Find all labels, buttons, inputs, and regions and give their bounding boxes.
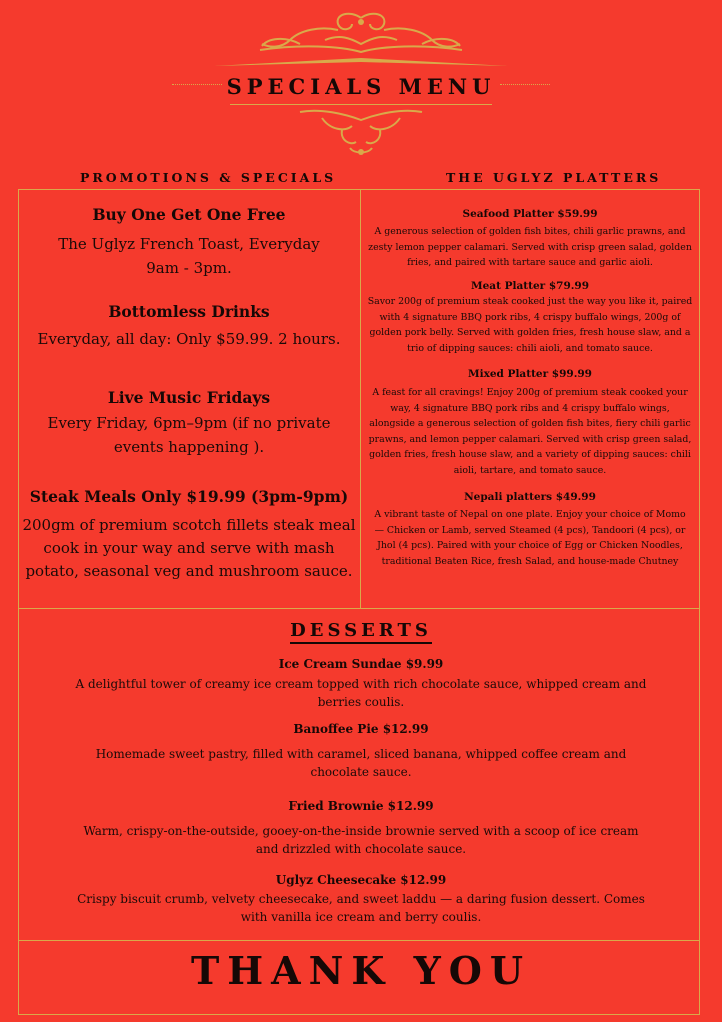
promo-item [20, 302, 358, 351]
platter-text: fries, and paired with tartare sauce and garlic aioli. [407, 257, 653, 269]
dessert-title: Fried Brownie $12.99 [288, 799, 434, 813]
platter-title: Mixed Platter $99.99 [468, 368, 592, 380]
promo-item [20, 388, 358, 459]
dessert-item [60, 657, 662, 711]
platters-heading: THE UGLYZ PLATTERS [446, 170, 662, 185]
dessert-title: Banoffee Pie $12.99 [293, 722, 429, 736]
footer-divider [18, 940, 700, 941]
promo-text: 9am - 3pm. [146, 259, 232, 277]
page-title: SPECIALS MENU [226, 74, 496, 99]
platter-item [364, 491, 696, 569]
platter-item [364, 368, 696, 479]
desserts-heading-text: DESSERTS [290, 620, 432, 644]
promo-text: Everyday, all day: Only $59.99. 2 hours. [37, 330, 341, 348]
platter-text: way, 4 signature BBQ pork ribs and 4 crispy buffalo wings, [390, 402, 670, 414]
dessert-item [60, 722, 662, 781]
platter-text: traditional Beaten Rice, fresh Salad, and house-made Chutney [381, 555, 679, 567]
platter-text: A vibrant taste of Nepal on one plate. Enjoy your choice of Momo [374, 509, 686, 520]
promo-text: Every Friday, 6pm–9pm (if no private [47, 414, 331, 432]
dessert-text: Warm, crispy-on-the-outside, gooey-on-the-inside brownie served with a scoop of ice cream [83, 824, 639, 838]
promo-title: Bottomless Drinks [108, 302, 270, 321]
promo-text: The Uglyz French Toast, Everyday [58, 235, 320, 253]
title-right-dotted-line [500, 84, 550, 85]
platter-text: golden pork belly. Served with golden fries, fresh house slaw, and a [369, 327, 691, 339]
platter-text: trio of dipping sauces: chili aioli, and tomato sauce. [407, 342, 653, 354]
promo-title: Live Music Fridays [107, 388, 271, 407]
dessert-text: chocolate sauce. [310, 765, 412, 779]
dessert-text: A delightful tower of creamy ice cream topped with rich chocolate sauce, whipped cream and [75, 677, 647, 691]
promo-text: potato, seasonal veg and mushroom sauce. [25, 562, 353, 580]
promo-item [20, 487, 358, 583]
platter-text: prawns, and lemon pepper calamari. Served with crisp green salad, [368, 433, 692, 445]
dessert-text: and drizzled with chocolate sauce. [255, 842, 467, 856]
promo-text: 200gm of premium scotch fillets steak meal [22, 516, 356, 534]
promo-text: cook in your way and serve with mash [43, 539, 335, 557]
promo-text: events happening ). [113, 438, 265, 456]
dessert-item [60, 799, 662, 858]
column-divider [360, 189, 361, 609]
desserts-heading [0, 620, 722, 641]
promo-title: Buy One Get One Free [92, 205, 286, 224]
dessert-text: with vanilla ice cream and berry coulis. [240, 910, 482, 924]
dessert-text: Homemade sweet pastry, filled with caramel, sliced banana, whipped coffee cream and [95, 747, 627, 761]
bottom-flourish-ornament [0, 104, 722, 164]
promotions-heading: PROMOTIONS & SPECIALS [80, 170, 337, 185]
platter-item [364, 208, 696, 271]
platter-title: Seafood Platter $59.99 [462, 208, 598, 220]
platter-text: Savor 200g of premium steak cooked just the way you like it, paired [367, 296, 693, 307]
dessert-title: Ice Cream Sundae $9.99 [278, 657, 444, 671]
platter-text: A feast for all cravings! Enjoy 200g of premium steak cooked your [372, 387, 688, 398]
platter-text: zesty lemon pepper calamari. Served with crisp green salad, golden [368, 241, 692, 253]
desserts-divider [18, 608, 700, 609]
platter-text: aioli, tartare, and tomato sauce. [453, 464, 607, 476]
platter-text: Jhol (4 pcs). Paired with your choice of Egg or Chicken Noodles, [377, 540, 683, 552]
promo-title: Steak Meals Only $19.99 (3pm-9pm) [29, 487, 349, 506]
platter-text: with 4 signature BBQ pork ribs, 4 crispy buffalo wings, 200g of [379, 311, 681, 323]
platter-text: golden fries, fresh house slaw, and a variety of dipping sauces: chili [369, 449, 691, 461]
platter-title: Nepali platters $49.99 [464, 491, 596, 503]
top-flourish-ornament [0, 0, 722, 80]
platter-item [364, 280, 696, 356]
dessert-text: berries coulis. [317, 695, 405, 709]
platter-text: A generous selection of golden fish bites, chili garlic prawns, and [374, 226, 686, 237]
dessert-title: Uglyz Cheesecake $12.99 [275, 873, 447, 887]
platter-text: alongside a generous selection of golden fish bites, fiery chili garlic [369, 418, 691, 430]
platter-text: — Chicken or Lamb, served Steamed (4 pcs), Tandoori (4 pcs), or [374, 524, 686, 536]
dessert-item [60, 873, 662, 926]
thank-you-footer: THANK YOU [190, 948, 532, 993]
promo-item [20, 205, 358, 280]
dessert-text: Crispy biscuit crumb, velvety cheesecake, and sweet laddu — a daring fusion dessert. Comes [77, 892, 645, 906]
platter-title: Meat Platter $79.99 [470, 280, 590, 292]
